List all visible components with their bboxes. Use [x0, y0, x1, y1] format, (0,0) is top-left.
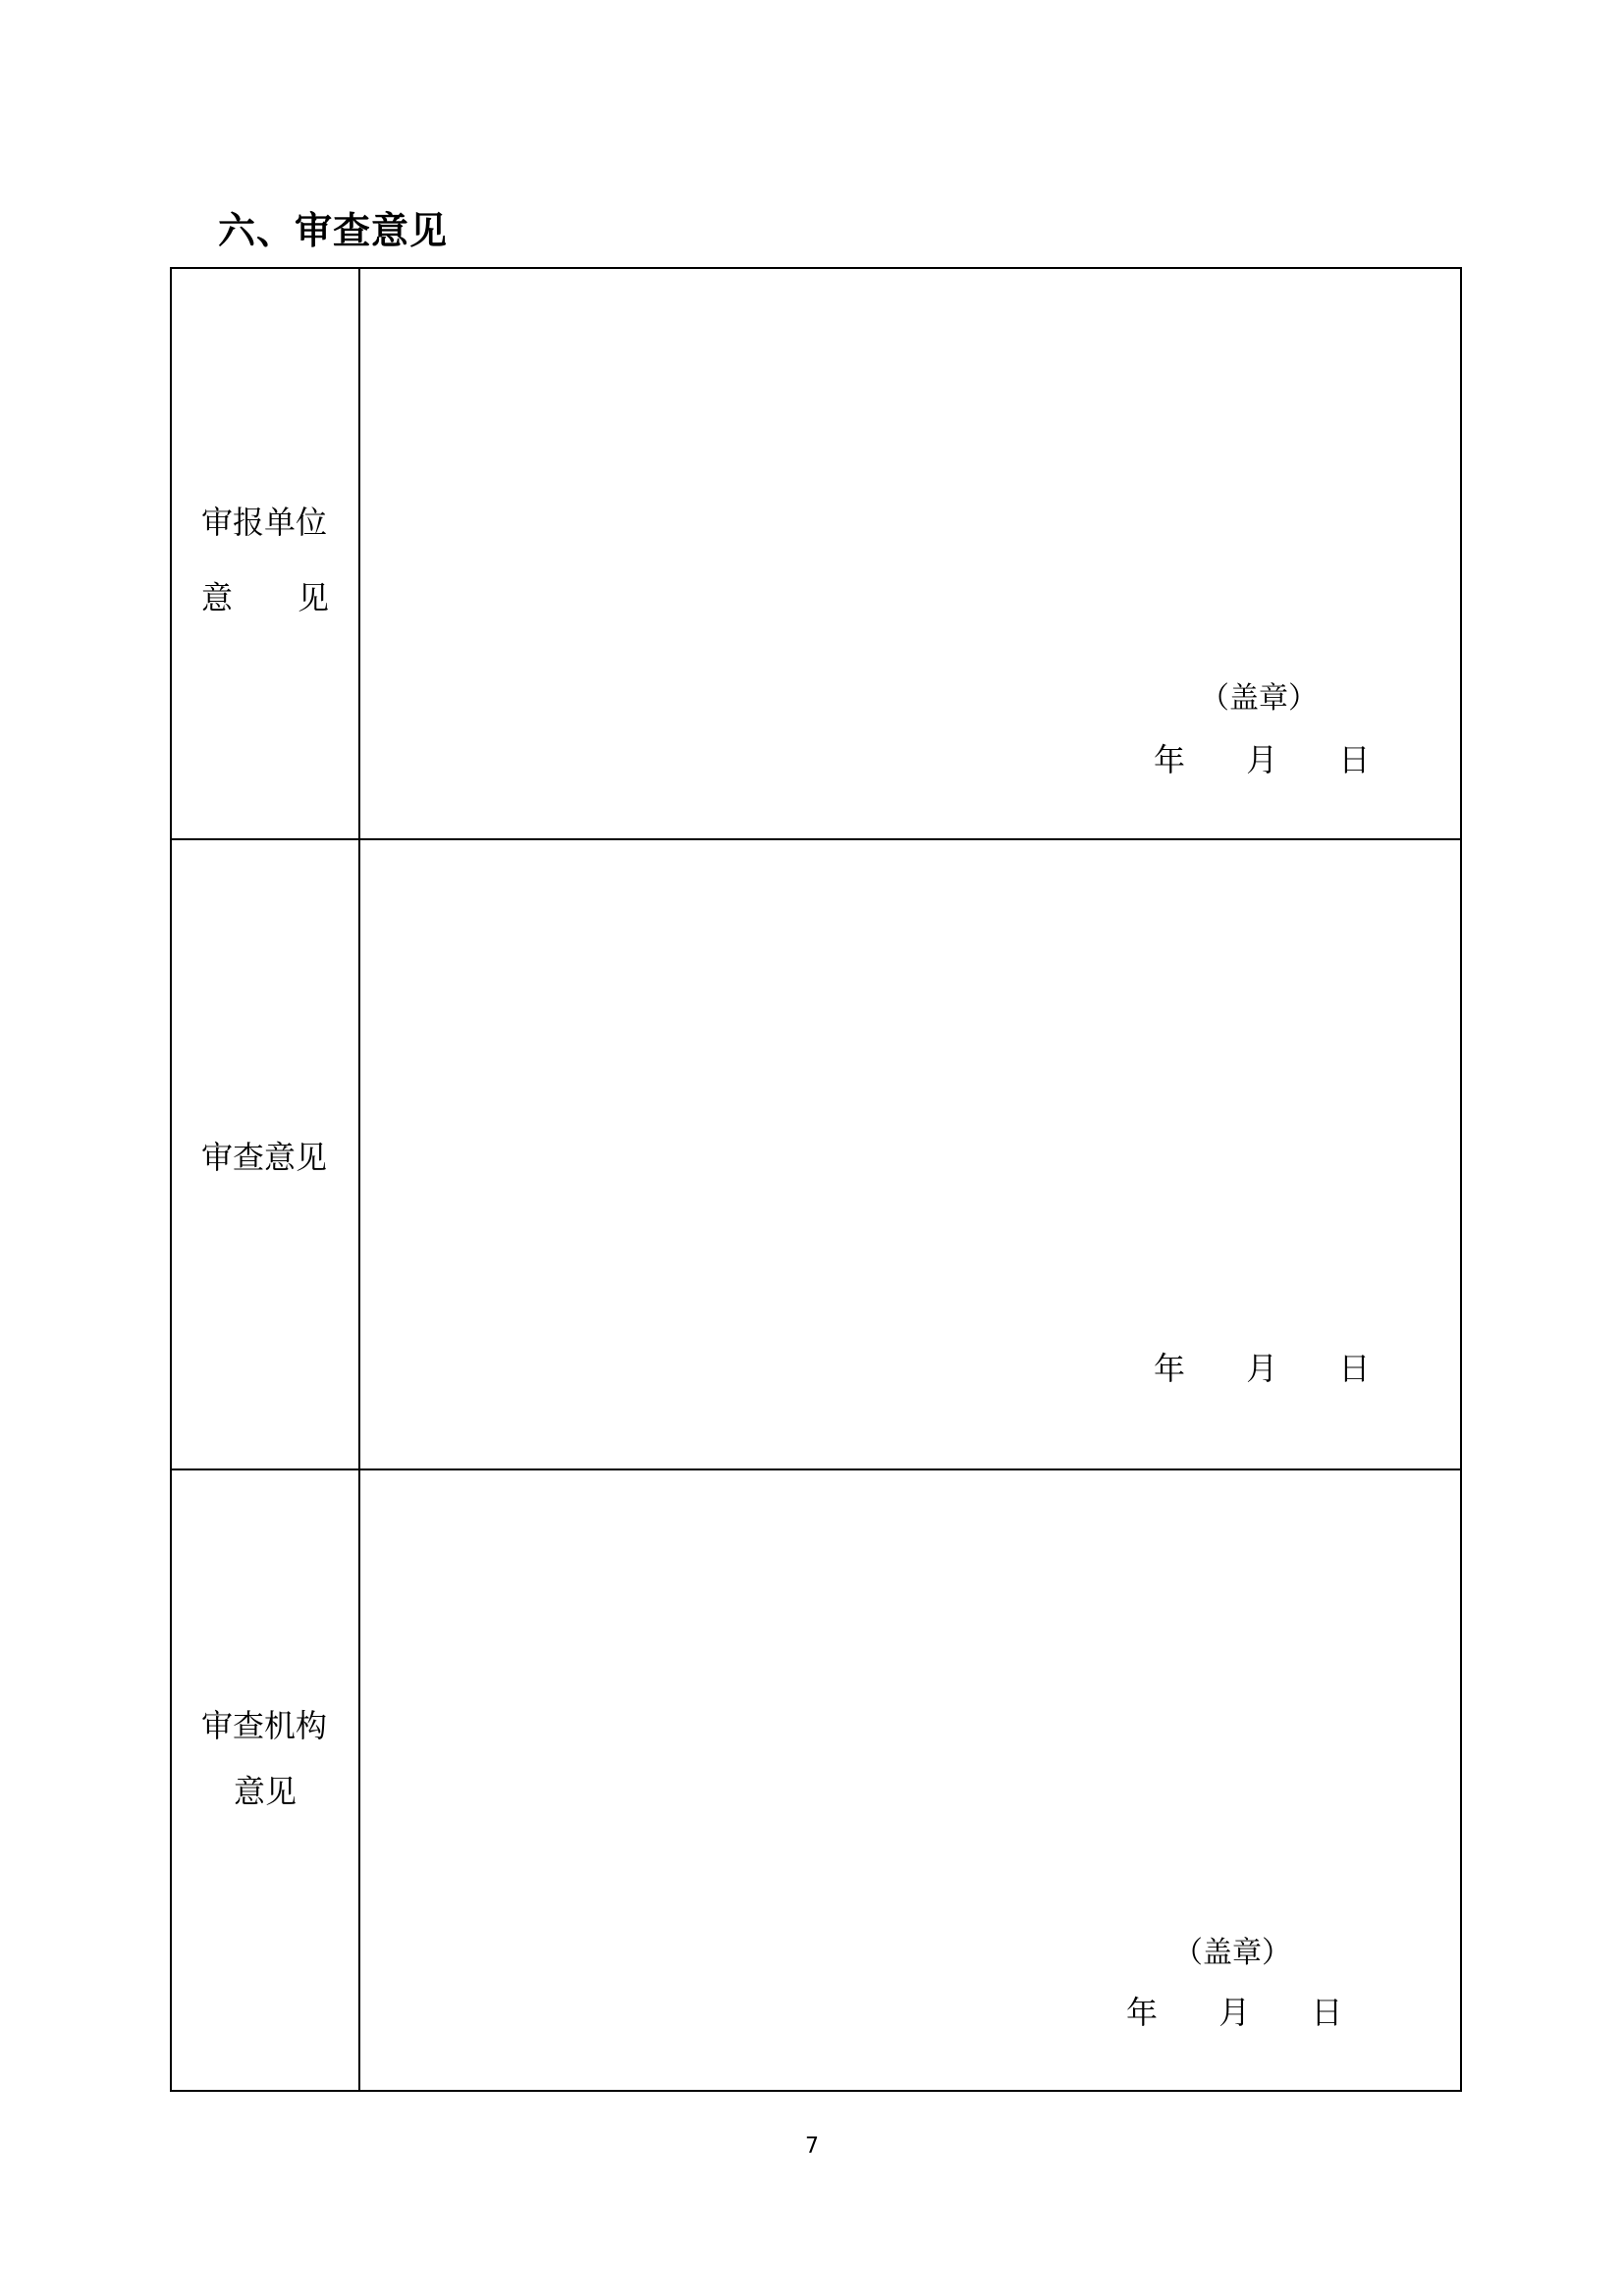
- label-applicant-opinion: [201, 503, 329, 617]
- section-title: 六、审查意见: [218, 209, 449, 252]
- date-year: 年: [1154, 1350, 1186, 1387]
- label-agency-opinion: [201, 1706, 329, 1811]
- label-cell-review: [172, 840, 360, 1468]
- label-cell-agency: [172, 1470, 360, 2090]
- date-month: 月: [1246, 741, 1278, 778]
- table-row-applicant-opinion: [172, 269, 1460, 840]
- date-year: 年: [1126, 1994, 1159, 2031]
- label-line-1: 审查机构: [201, 1707, 328, 1744]
- opinion-field-agency[interactable]: [360, 1470, 1460, 2090]
- label-line-1: 审查意见: [201, 1139, 328, 1176]
- date-year: 年: [1154, 741, 1186, 778]
- date-placeholder: [1154, 1349, 1370, 1388]
- page-number: 7: [805, 2134, 819, 2159]
- date-placeholder: [1126, 1993, 1342, 2032]
- date-day: 日: [1338, 1350, 1371, 1387]
- opinion-field-review[interactable]: [360, 840, 1460, 1468]
- label-line-2: 意见: [233, 1773, 297, 1810]
- date-month: 月: [1246, 1350, 1278, 1387]
- date-day: 日: [1311, 1994, 1343, 2031]
- label-line-2: [201, 578, 329, 617]
- date-day: 日: [1338, 741, 1371, 778]
- table-row-agency-opinion: [172, 1470, 1460, 2090]
- seal-placeholder: （盖章）: [1200, 681, 1318, 716]
- date-placeholder: [1154, 740, 1370, 779]
- label-line-1: 审报单位: [201, 504, 328, 541]
- label-review-opinion: [201, 1138, 329, 1177]
- label-char: 见: [297, 579, 329, 616]
- label-char: 意: [201, 579, 234, 616]
- date-month: 月: [1218, 1994, 1251, 2031]
- label-cell-applicant: [172, 269, 360, 838]
- seal-placeholder: （盖章）: [1173, 1936, 1291, 1970]
- review-table: [170, 267, 1462, 2092]
- table-row-review-opinion: [172, 840, 1460, 1470]
- opinion-field-applicant[interactable]: [360, 269, 1460, 838]
